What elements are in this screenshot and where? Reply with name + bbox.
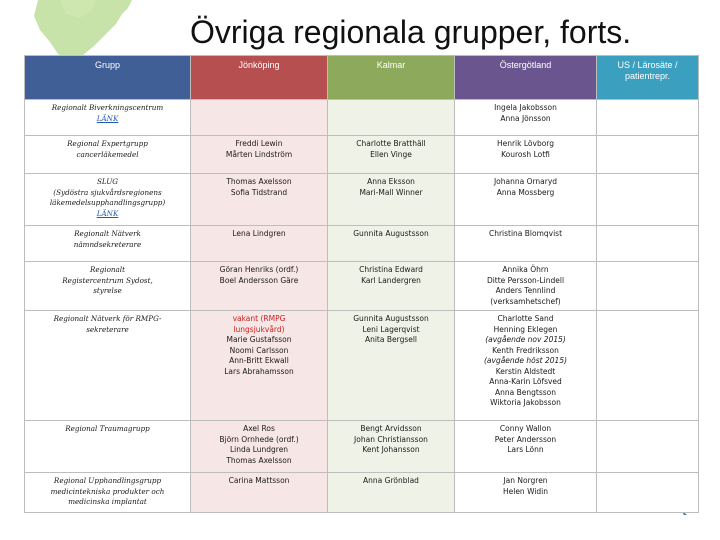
jonkoping-vakant-line: vakant (RMPG — [232, 314, 286, 323]
jonkoping-cell — [191, 311, 328, 421]
ostergotland-cell — [455, 100, 597, 136]
jonkoping-name-line: Boel Andersson Gäre — [219, 275, 299, 285]
group-name-line: Regional Upphandlingsgrupp — [53, 476, 162, 485]
kalmar-name-line: Johan Christiansson — [354, 434, 428, 444]
ostergotland-name-line: Wiktoria Jakobsson — [490, 398, 561, 407]
group-link[interactable]: LÄNK — [96, 208, 119, 218]
ostergotland-name-line: Anna Jönsson — [500, 113, 551, 123]
group-name-cell — [25, 311, 191, 421]
us-cell — [597, 473, 699, 513]
group-name-cell — [25, 473, 191, 513]
kalmar-name-line: Ellen Vinge — [370, 149, 412, 159]
kalmar-name-line: Mari-Mall Winner — [359, 187, 423, 197]
table-row — [25, 174, 699, 226]
ostergotland-cell — [455, 174, 597, 226]
kalmar-name-line: Gunnita Augustsson — [353, 229, 429, 238]
kalmar-name-line: Bengt Arvidsson — [360, 424, 422, 433]
kalmar-cell — [328, 136, 455, 174]
jonkoping-name-line: Sofia Tidstrand — [230, 187, 288, 197]
jonkoping-name-line: Freddi Lewin — [235, 139, 283, 148]
ostergotland-name-line: Lars Lönn — [507, 445, 544, 454]
jonkoping-name-line: Thomas Axelsson — [226, 177, 292, 186]
us-cell — [597, 311, 699, 421]
jonkoping-name-line: Mårten Lindström — [225, 149, 293, 159]
page-title: Övriga regionala grupper, forts. — [190, 14, 632, 50]
ostergotland-name-line: Ditte Persson-Lindell — [486, 275, 565, 285]
kalmar-cell — [328, 473, 455, 513]
ostergotland-name-line: Annika Öhrn — [502, 265, 549, 274]
kalmar-name-line: Anita Bergsell — [364, 335, 418, 344]
kalmar-cell — [328, 262, 455, 311]
ostergotland-name-line: Peter Andersson — [494, 434, 557, 444]
kalmar-cell — [328, 311, 455, 421]
ostergotland-cell — [455, 421, 597, 473]
ostergotland-name-line: Henrik Lövborg — [496, 139, 555, 148]
jonkoping-name-line: Göran Henriks (ordf.) — [219, 265, 299, 274]
group-name-cell — [25, 262, 191, 311]
ostergotland-name-line: (avgående höst 2015) — [483, 356, 568, 365]
group-name-line: medicinska implantat — [68, 497, 147, 506]
group-name-line: Regionalt Nätverk — [74, 229, 141, 238]
ostergotland-cell — [455, 311, 597, 421]
group-name-line: Regional Traumagrupp — [65, 424, 150, 433]
header-kalmar: Kalmar — [328, 56, 455, 100]
kalmar-name-line: Anna Eksson — [367, 177, 415, 186]
jonkoping-cell — [191, 136, 328, 174]
ostergotland-name-line: (verksamhetschef) — [490, 296, 561, 306]
group-name-cell — [25, 100, 191, 136]
group-name-line: sekreterare — [86, 324, 129, 334]
kalmar-name-line: Gunnita Augustsson — [353, 314, 429, 323]
jonkoping-cell — [191, 421, 328, 473]
table-row — [25, 100, 699, 136]
kalmar-name-line: Charlotte Bratthäll — [356, 139, 426, 148]
header-row — [25, 56, 699, 100]
jonkoping-name-line: Lena Lindgren — [232, 229, 286, 238]
ostergotland-cell — [455, 262, 597, 311]
jonkoping-name-line: Axel Ros — [243, 424, 275, 433]
ostergotland-name-line: Johanna Ornaryd — [493, 177, 558, 186]
regional-groups-table — [24, 55, 699, 513]
group-name-line: styrelse — [93, 286, 122, 295]
us-cell — [597, 421, 699, 473]
kalmar-cell — [328, 421, 455, 473]
jonkoping-vakant-line: lungsjukvård) — [233, 324, 285, 334]
table-row — [25, 311, 699, 421]
group-link[interactable]: LÄNK — [96, 113, 119, 123]
jonkoping-cell — [191, 174, 328, 226]
table-row — [25, 226, 699, 262]
ostergotland-cell — [455, 136, 597, 174]
group-name-line: SLUG — [96, 177, 119, 186]
ostergotland-name-line: Kourosh Lotfi — [501, 149, 550, 159]
jonkoping-name-line: Björn Ornhede (ordf.) — [219, 434, 299, 444]
ostergotland-name-line: Anna Bengtsson — [495, 387, 556, 397]
group-name-line: Regional Expertgrupp — [67, 139, 148, 148]
header-grupp: Grupp — [25, 56, 191, 100]
kalmar-name-line: Kent Johansson — [362, 445, 420, 454]
jonkoping-name-line: Lars Abrahamsson — [224, 366, 294, 376]
ostergotland-name-line: Charlotte Sand — [497, 314, 554, 323]
group-name-cell — [25, 421, 191, 473]
header-ostergotland: Östergötland — [455, 56, 597, 100]
jonkoping-name-line: Ann-Britt Ekwall — [229, 356, 289, 365]
kalmar-cell — [328, 174, 455, 226]
kalmar-name-line: Christina Edward — [359, 265, 423, 274]
jonkoping-cell — [191, 473, 328, 513]
us-cell — [597, 226, 699, 262]
ostergotland-name-line: Anders Tennlind — [495, 286, 556, 295]
region-map-graphic — [0, 0, 200, 60]
ostergotland-name-line: Christina Blomqvist — [488, 229, 563, 238]
header-us: US / Lärosäte / patientrepr. — [597, 56, 699, 100]
ostergotland-cell — [455, 226, 597, 262]
group-name-cell — [25, 174, 191, 226]
ostergotland-name-line: Kerstin Aldstedt — [495, 366, 556, 376]
ostergotland-name-line: Henning Eklegen — [493, 324, 558, 334]
group-name-line: nämndsekreterare — [73, 239, 142, 249]
ostergotland-name-line: Anna-Karin Löfsved — [489, 377, 562, 386]
jonkoping-name-line: Thomas Axelsson — [226, 455, 292, 465]
header-jonkoping: Jönköping — [191, 56, 328, 100]
ostergotland-cell — [455, 473, 597, 513]
kalmar-name-line: Karl Landergren — [361, 275, 421, 285]
ostergotland-name-line: (avgående nov 2015) — [485, 335, 566, 344]
jonkoping-cell — [191, 262, 328, 311]
ostergotland-name-line: Ingela Jakobsson — [494, 103, 557, 112]
jonkoping-name-line: Carina Mattsson — [228, 476, 290, 485]
group-name-cell — [25, 136, 191, 174]
us-cell — [597, 174, 699, 226]
table-row — [25, 473, 699, 513]
us-cell — [597, 136, 699, 174]
ostergotland-name-line: Anna Mossberg — [496, 187, 555, 197]
group-name-line: Regionalt Nätverk för RMPG- — [53, 314, 162, 323]
table-row — [25, 421, 699, 473]
group-name-line: Regionalt Biverkningscentrum — [51, 103, 164, 112]
ostergotland-name-line: Jan Norgren — [503, 476, 548, 485]
ostergotland-name-line: Helen Widin — [502, 486, 549, 496]
group-name-line: (Sydöstra sjukvårdsregionens — [53, 187, 162, 197]
group-name-cell — [25, 226, 191, 262]
us-cell — [597, 262, 699, 311]
kalmar-cell — [328, 226, 455, 262]
ostergotland-name-line: Kenth Fredriksson — [492, 345, 559, 355]
kalmar-cell — [328, 100, 455, 136]
group-name-line: Registercentrum Sydost, — [62, 275, 153, 285]
group-name-line: Regionalt — [90, 265, 125, 274]
jonkoping-name-line: Marie Gustafsson — [226, 335, 292, 344]
jonkoping-name-line: Noomi Carlsson — [229, 345, 289, 355]
kalmar-name-line: Leni Lagerqvist — [362, 324, 420, 334]
ostergotland-name-line: Conny Wallon — [499, 424, 552, 433]
us-cell — [597, 100, 699, 136]
kalmar-name-line: Anna Grönblad — [363, 476, 419, 485]
jonkoping-cell — [191, 100, 328, 136]
jonkoping-name-line: Linda Lundgren — [229, 445, 289, 454]
jonkoping-cell — [191, 226, 328, 262]
group-name-line: cancerläkemedel — [76, 149, 139, 159]
group-name-line: läkemedelsupphandlingsgrupp) — [49, 198, 166, 207]
group-name-line: medicintekniska produkter och — [50, 486, 165, 496]
table-row — [25, 136, 699, 174]
table-row — [25, 262, 699, 311]
